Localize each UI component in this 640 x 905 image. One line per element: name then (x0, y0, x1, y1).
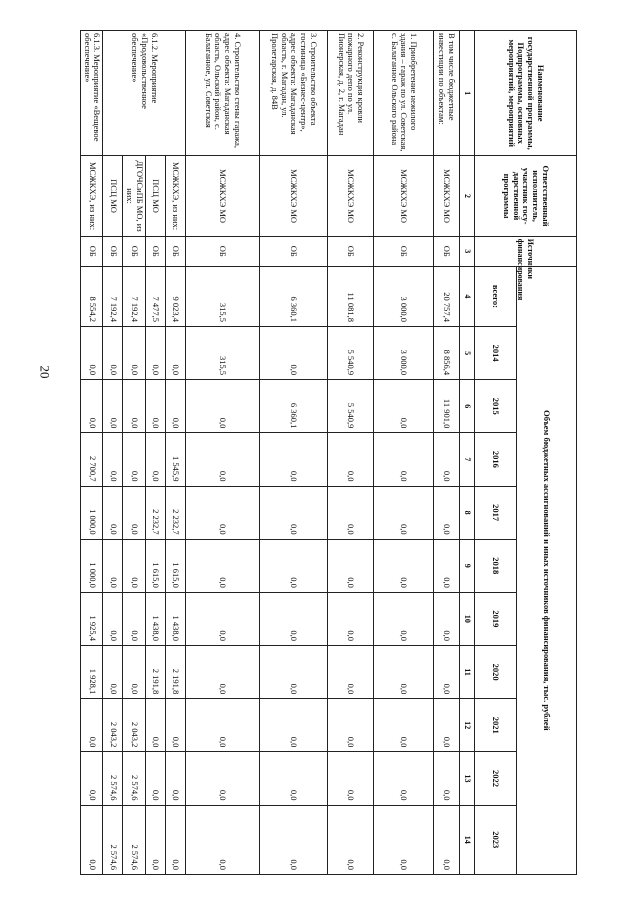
year-value-cell: 0,0 (166, 752, 186, 805)
year-value-cell: 0,0 (103, 646, 123, 699)
column-index-row (460, 31, 475, 875)
column-index: 13 (460, 752, 475, 805)
year-value-cell: 0,0 (166, 699, 186, 752)
year-value-cell: 0,0 (374, 380, 434, 433)
column-index: 11 (460, 646, 475, 699)
table-row (103, 31, 123, 875)
year-value-cell: 0,0 (328, 646, 374, 699)
header-total: всего: (475, 266, 517, 326)
year-value-cell: 1 615,0 (166, 539, 186, 592)
year-value-cell: 0,0 (186, 433, 260, 486)
year-value-cell: 0,0 (123, 646, 146, 699)
year-value-cell: 2 574,6 (123, 752, 146, 805)
year-value-cell: 0,0 (80, 326, 103, 379)
column-index: 14 (460, 805, 475, 874)
year-value-cell: 1 615,0 (146, 539, 166, 592)
year-value-cell: 2 191,8 (166, 646, 186, 699)
year-value-cell: 0,0 (186, 752, 260, 805)
year-value-cell: 315,5 (186, 326, 260, 379)
year-value-cell: 3 000,0 (374, 326, 434, 379)
year-value-cell: 0,0 (80, 699, 103, 752)
executor-cell: ПСЦ МО (103, 156, 123, 236)
source-cell: ОБ (123, 236, 146, 266)
header-year: 2023 (475, 805, 517, 874)
total-cell: 6 360,1 (260, 266, 328, 326)
year-value-cell: 0,0 (146, 326, 166, 379)
year-value-cell: 0,0 (260, 486, 328, 539)
total-cell: 315,5 (186, 266, 260, 326)
table-row (80, 31, 103, 875)
year-value-cell: 1 000,0 (80, 486, 103, 539)
page-number: 20 (37, 365, 53, 379)
year-value-cell: 0,0 (434, 752, 460, 805)
group-name-cell: 6.1.3. Мероприятие «Вещевое обеспечение» (80, 31, 103, 156)
table-row (123, 31, 146, 875)
header-year: 2016 (475, 433, 517, 486)
year-value-cell: 0,0 (186, 699, 260, 752)
table-row (328, 31, 374, 875)
year-value-cell: 0,0 (123, 486, 146, 539)
name-cell: 3. Строительство объекта гостиница «Бизнес-центр», адрес объекта: Магаданская область, г. Магадан, ул. Пролетарская, д. 84В (260, 31, 328, 156)
year-value-cell: 0,0 (166, 326, 186, 379)
total-cell: 3 000,0 (374, 266, 434, 326)
year-value-cell: 0,0 (80, 752, 103, 805)
funding-table (80, 30, 577, 875)
total-cell: 7 192,4 (123, 266, 146, 326)
table-row (166, 31, 186, 875)
year-value-cell: 2 043,2 (103, 699, 123, 752)
year-value-cell: 1 925,4 (80, 592, 103, 645)
year-value-cell: 0,0 (80, 805, 103, 874)
year-value-cell: 0,0 (328, 486, 374, 539)
source-cell: ОБ (80, 236, 103, 266)
year-value-cell: 0,0 (374, 592, 434, 645)
year-value-cell: 0,0 (146, 805, 166, 874)
year-value-cell: 0,0 (146, 752, 166, 805)
header-year: 2020 (475, 646, 517, 699)
year-value-cell: 0,0 (260, 433, 328, 486)
year-value-cell: 0,0 (146, 380, 166, 433)
column-index: 7 (460, 433, 475, 486)
year-value-cell: 0,0 (328, 752, 374, 805)
year-value-cell: 0,0 (260, 326, 328, 379)
group-name-cell: 6.1.2. Мероприятие «Продовольственное обеспечение» (103, 31, 186, 156)
column-index: 12 (460, 699, 475, 752)
year-value-cell: 0,0 (103, 486, 123, 539)
year-value-cell: 2 232,7 (146, 486, 166, 539)
header-year: 2014 (475, 326, 517, 379)
header-year: 2022 (475, 752, 517, 805)
total-cell: 9 023,4 (166, 266, 186, 326)
year-value-cell: 0,0 (166, 805, 186, 874)
year-value-cell: 1 545,9 (166, 433, 186, 486)
year-value-cell: 0,0 (434, 699, 460, 752)
year-value-cell: 0,0 (123, 380, 146, 433)
column-index: 8 (460, 486, 475, 539)
year-value-cell: 0,0 (328, 592, 374, 645)
year-value-cell: 0,0 (374, 805, 434, 874)
source-cell: ОБ (146, 236, 166, 266)
header-source: Источники финансирования (475, 236, 577, 266)
year-value-cell: 1 438,0 (166, 592, 186, 645)
total-cell: 7 477,5 (146, 266, 166, 326)
year-value-cell: 2 232,7 (166, 486, 186, 539)
executor-cell: ПСЦ МО (146, 156, 166, 236)
header-year: 2019 (475, 592, 517, 645)
header-year: 2018 (475, 539, 517, 592)
source-cell: ОБ (434, 236, 460, 266)
name-cell: 1. Приобретение нежилого здания – гараж по ул. Советская, с. Балаганное Ольского района (374, 31, 434, 156)
column-index: 6 (460, 380, 475, 433)
year-value-cell: 0,0 (186, 486, 260, 539)
header-executor: Ответственный исполнитель, участник госу-дарственной программы (475, 156, 577, 236)
executor-cell: МСЖКХЭ МО (186, 156, 260, 236)
year-value-cell: 0,0 (103, 433, 123, 486)
landscape-sheet (62, 0, 597, 905)
year-value-cell: 1 928,1 (80, 646, 103, 699)
year-value-cell: 0,0 (186, 380, 260, 433)
year-value-cell: 0,0 (123, 539, 146, 592)
year-value-cell: 0,0 (434, 486, 460, 539)
year-value-cell: 2 191,8 (146, 646, 166, 699)
executor-cell: МСЖКХЭ МО (328, 156, 374, 236)
table-row (434, 31, 460, 875)
year-value-cell: 0,0 (374, 646, 434, 699)
year-value-cell: 0,0 (186, 539, 260, 592)
table-row (146, 31, 166, 875)
total-cell: 11 081,8 (328, 266, 374, 326)
year-value-cell: 0,0 (103, 592, 123, 645)
year-value-cell: 0,0 (374, 539, 434, 592)
name-cell: 4. Строительство стены гаража, адрес объекта: Магаданская область, Ольский район, с. Балаганное, ул. Советская (186, 31, 260, 156)
year-value-cell: 0,0 (186, 646, 260, 699)
year-value-cell: 2 574,6 (103, 752, 123, 805)
year-value-cell: 0,0 (260, 699, 328, 752)
column-index: 9 (460, 539, 475, 592)
column-index: 2 (460, 156, 475, 236)
year-value-cell: 5 540,9 (328, 380, 374, 433)
year-value-cell: 0,0 (260, 539, 328, 592)
column-index: 4 (460, 266, 475, 326)
year-value-cell: 0,0 (260, 646, 328, 699)
year-value-cell: 0,0 (103, 539, 123, 592)
year-value-cell: 0,0 (328, 433, 374, 486)
executor-cell: МСЖКХЭ, из них: (166, 156, 186, 236)
year-value-cell: 0,0 (80, 380, 103, 433)
year-value-cell: 0,0 (260, 805, 328, 874)
total-cell: 20 757,4 (434, 266, 460, 326)
year-value-cell: 0,0 (260, 752, 328, 805)
year-value-cell: 0,0 (374, 486, 434, 539)
source-cell: ОБ (328, 236, 374, 266)
header-year: 2015 (475, 380, 517, 433)
year-value-cell: 0,0 (434, 433, 460, 486)
year-value-cell: 0,0 (328, 539, 374, 592)
year-value-cell: 0,0 (328, 699, 374, 752)
year-value-cell: 2 700,7 (80, 433, 103, 486)
source-cell: ОБ (374, 236, 434, 266)
column-index: 5 (460, 326, 475, 379)
year-value-cell: 0,0 (434, 646, 460, 699)
column-index: 1 (460, 31, 475, 156)
year-value-cell: 2 574,6 (123, 805, 146, 874)
year-value-cell: 0,0 (123, 433, 146, 486)
year-value-cell: 0,0 (374, 752, 434, 805)
year-value-cell: 0,0 (123, 592, 146, 645)
name-cell: 2. Реконструкция кровли пожарного депо по ул. Пионерская, д. 2, г. Магадан (328, 31, 374, 156)
year-value-cell: 1 000,0 (80, 539, 103, 592)
rotated-content (62, 0, 597, 905)
year-value-cell: 2 574,6 (103, 805, 123, 874)
total-cell: 7 192,4 (103, 266, 123, 326)
executor-cell: МСЖКХЭ МО (260, 156, 328, 236)
table-row (260, 31, 328, 875)
source-cell: ОБ (186, 236, 260, 266)
year-value-cell: 0,0 (123, 326, 146, 379)
source-cell: ОБ (103, 236, 123, 266)
year-value-cell: 0,0 (374, 699, 434, 752)
header-year: 2017 (475, 486, 517, 539)
year-value-cell: 0,0 (103, 326, 123, 379)
table-row (374, 31, 434, 875)
header-year: 2021 (475, 699, 517, 752)
year-value-cell: 0,0 (374, 433, 434, 486)
year-value-cell: 0,0 (434, 539, 460, 592)
column-index: 10 (460, 592, 475, 645)
year-value-cell: 1 438,0 (146, 592, 166, 645)
header-volume: Объем бюджетных ассигнований и иных источников финансирования, тыс. рублей (517, 266, 577, 874)
year-value-cell: 2 043,2 (123, 699, 146, 752)
executor-cell: МСЖКХЭ МО (434, 156, 460, 236)
total-cell: 8 554,2 (80, 266, 103, 326)
year-value-cell: 0,0 (328, 805, 374, 874)
executor-cell: ДГОЧСиПБ МО, из них: (123, 156, 146, 236)
year-value-cell: 0,0 (146, 433, 166, 486)
year-value-cell: 0,0 (260, 592, 328, 645)
year-value-cell: 0,0 (166, 380, 186, 433)
executor-cell: МСЖКХЭ МО (374, 156, 434, 236)
year-value-cell: 0,0 (434, 805, 460, 874)
year-value-cell: 0,0 (103, 380, 123, 433)
year-value-cell: 0,0 (186, 805, 260, 874)
year-value-cell: 0,0 (146, 699, 166, 752)
year-value-cell: 6 360,1 (260, 380, 328, 433)
year-value-cell: 5 540,9 (328, 326, 374, 379)
source-cell: ОБ (166, 236, 186, 266)
year-value-cell: 8 856,4 (434, 326, 460, 379)
column-index: 3 (460, 236, 475, 266)
year-value-cell: 0,0 (434, 592, 460, 645)
year-value-cell: 0,0 (186, 592, 260, 645)
table-row (186, 31, 260, 875)
name-cell: В том числе бюджетные инвестиции по объектам: (434, 31, 460, 156)
header-name: Наименование государственной программы, Подпрограммы, основных мероприятий, мероприятий (475, 31, 577, 156)
executor-cell: МСЖКХЭ, из них: (80, 156, 103, 236)
year-value-cell: 11 901,0 (434, 380, 460, 433)
source-cell: ОБ (260, 236, 328, 266)
